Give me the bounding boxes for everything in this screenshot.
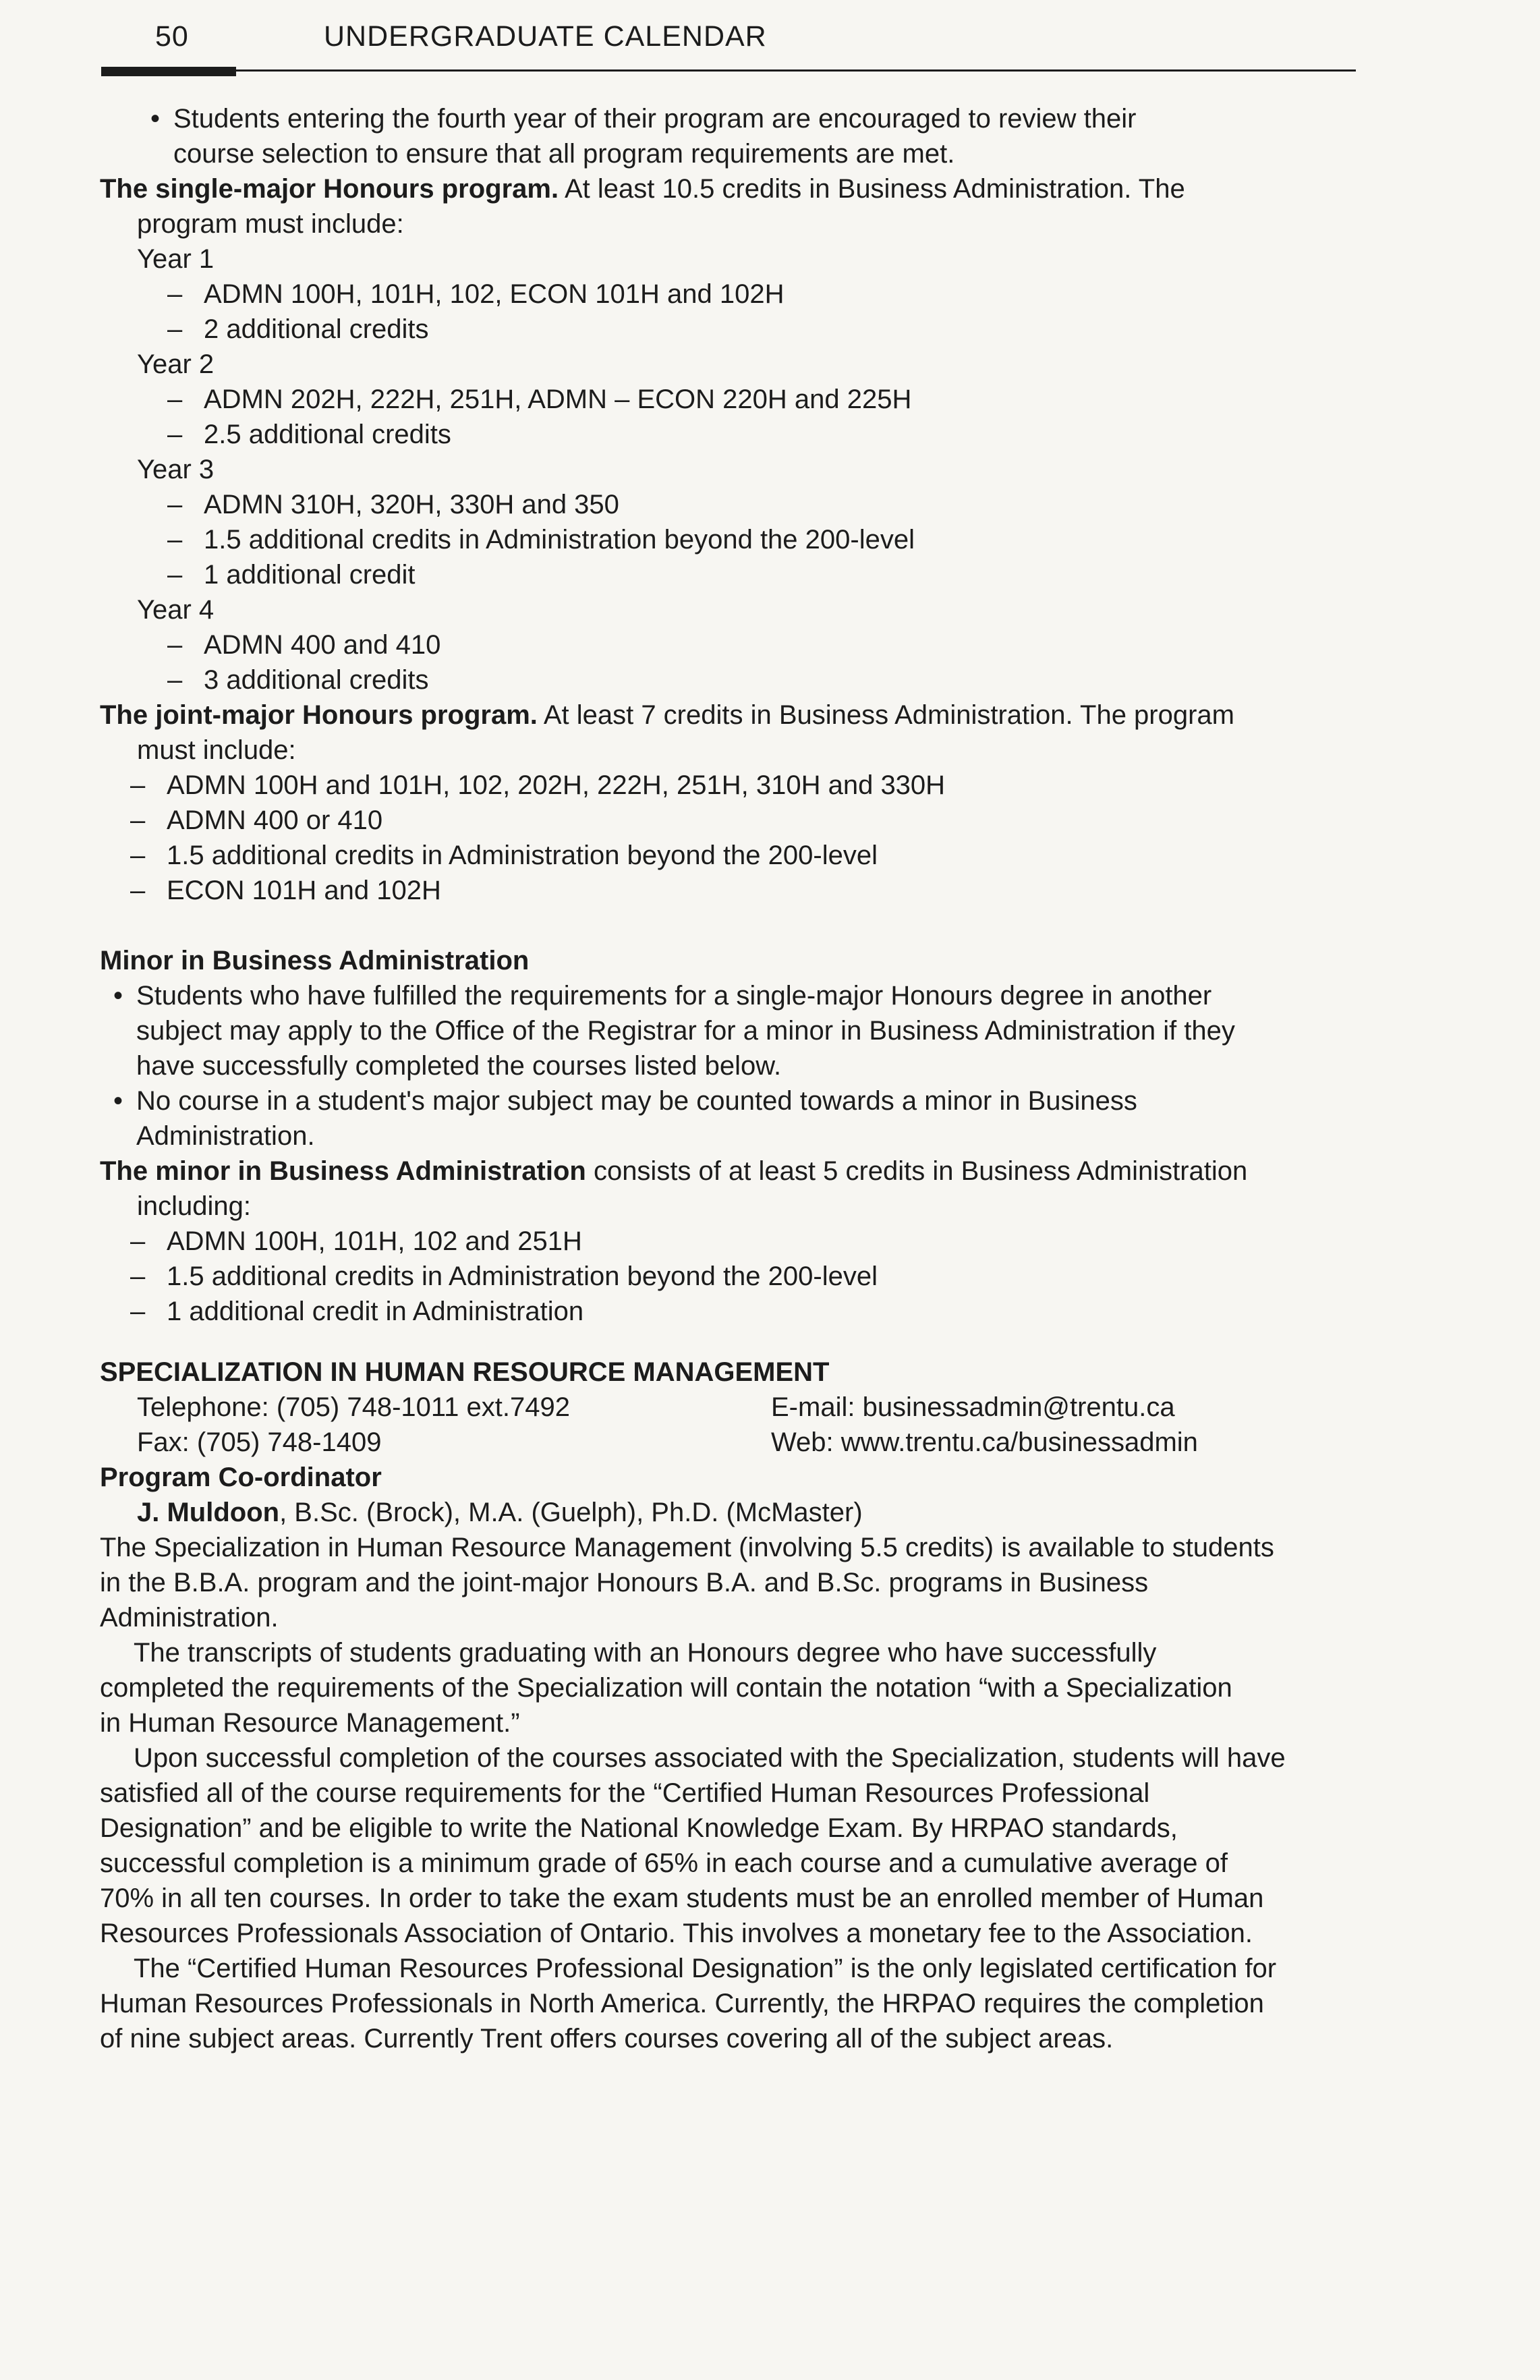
list-item: – 2 additional credits [167,314,429,344]
minor-bullet: • Students who have fulfilled the requirements for a single-major Honours degree in another subject may apply to the Office of the Registrar for a minor in Business Administration if they have successfully completed the courses listed below. [100,978,1354,1083]
page-number: 50 [155,20,189,53]
list-item: – ADMN 310H, 320H, 330H and 350 [167,490,619,519]
list-item: – 1 additional credit in Administration [130,1297,584,1326]
minor-heading: Minor in Business Administration [100,946,530,975]
hrm-heading: SPECIALIZATION IN HUMAN RESOURCE MANAGEMENT [100,1357,830,1387]
list-item: – ADMN 400 and 410 [167,630,441,660]
single-major-section [100,171,1354,698]
coordinator-heading: Program Co-ordinator [100,1463,382,1492]
page-header [101,20,1356,76]
list-item: – ADMN 100H, 101H, 102, ECON 101H and 102H [167,279,785,309]
list-item: – ADMN 202H, 222H, 251H, ADMN – ECON 220H and 225H [167,385,912,414]
minor-definition-line2: including: [137,1191,252,1221]
list-item: – 3 additional credits [167,665,429,695]
minor-section: Minor in Business Administration • Students who have fulfilled the requirements for a single-major Honours degree in another subject may apply to the Office of the Registrar for a minor in Business Administration if they have successfully completed the courses listed below. • No course in a student's major subject may be counted towards a minor in Business Administration. The minor in Business Administration consists of at least 5 credits in Business Administration including: – ADMN 100H, 101H, 102 and 251H – 1.5 additional credits in Administration beyond the 200-level – 1 additional credit in Administration [100,943,1354,1329]
list-item: – ADMN 100H and 101H, 102, 202H, 222H, 251H, 310H and 330H [130,770,946,800]
list-item: – ADMN 100H, 101H, 102 and 251H [130,1226,582,1256]
hrm-section [100,1355,1354,2056]
contact-row [100,1390,1354,1425]
coordinator-name: J. Muldoon [137,1498,280,1527]
joint-major-section [100,698,1354,908]
single-major-lead: At least 10.5 credits in Business Administration. The [559,174,1185,204]
intro-bullet-text: Students entering the fourth year of their program are encouraged to review their course selection to ensure that all program requirements are met. [173,104,1137,169]
running-title: UNDERGRADUATE CALENDAR [324,20,767,53]
paragraph: Upon successful completion of the courses associated with the Specialization, students will have satisfied all of the course requirements for the “Certified Human Resources Professional Designation” and be eligible to write the National Knowledge Exam. By HRPAO standards, successful completion is a minimum grade of 65% in each course and a cumulative average of 70% in all ten courses. In order to take the exam students must be an enrolled member of Human Resources Professionals Association of Ontario. This involves a monetary fee to the Association. [100,1743,1286,1948]
coordinator-credentials: , B.Sc. (Brock), M.A. (Guelph), Ph.D. (McMaster) [279,1498,863,1527]
header-rule [101,67,1356,76]
single-major-heading: The single-major Honours program. [100,174,559,204]
paragraph: The “Certified Human Resources Professional Designation” is the only legislated certification for Human Resources Professionals in North America. Currently, the HRPAO requires the completion of nine subject areas. Currently Trent offers courses covering all of the subject areas. [100,1954,1277,2053]
list-item: – 1.5 additional credits in Administration beyond the 200-level [167,525,915,555]
coordinator [100,1495,1354,1530]
paragraph: The transcripts of students graduating with an Honours degree who have successfully completed the requirements of the Specialization will contain the notation “with a Specialization in Human Resource Management.” [100,1638,1232,1738]
minor-bullet: • No course in a student's major subject may be counted towards a minor in Business Administration. [100,1083,1354,1154]
year-label: Year 1 [137,244,215,274]
web-address: Web: www.trentu.ca/businessadmin [771,1427,1198,1457]
single-major-lead-2: program must include: [137,209,404,239]
paragraph: The Specialization in Human Resource Management (involving 5.5 credits) is available to students in the B.B.A. program and the joint-major Honours B.A. and B.Sc. programs in Business Administration. [100,1533,1274,1633]
list-item: – 2.5 additional credits [167,420,451,449]
year-label: Year 2 [137,349,215,379]
bullet-dot: • [113,1086,123,1116]
minor-definition-heading: The minor in Business Administration [100,1156,586,1186]
list-item: – 1 additional credit [167,560,416,590]
intro-bullet [100,101,1354,171]
list-item: – ADMN 400 or 410 [130,805,383,835]
list-item: – 1.5 additional credits in Administration beyond the 200-level [130,1262,878,1291]
list-item: – 1.5 additional credits in Administration beyond the 200-level [130,841,878,870]
year-label: Year 3 [137,455,215,484]
joint-major-lead-2: must include: [137,735,296,765]
email: E-mail: businessadmin@trentu.ca [771,1392,1175,1422]
year-label: Year 4 [137,595,215,625]
list-item: – ECON 101H and 102H [130,876,441,905]
page-content [100,101,1354,2056]
telephone: Telephone: (705) 748-1011 ext.7492 [137,1392,570,1422]
bullet-dot: • [150,104,160,134]
bullet-dot: • [113,981,123,1011]
joint-major-heading: The joint-major Honours program. [100,700,538,730]
joint-major-lead: At least 7 credits in Business Administration. The program [537,700,1234,730]
contact-row [100,1425,1354,1460]
fax: Fax: (705) 748-1409 [137,1427,382,1457]
